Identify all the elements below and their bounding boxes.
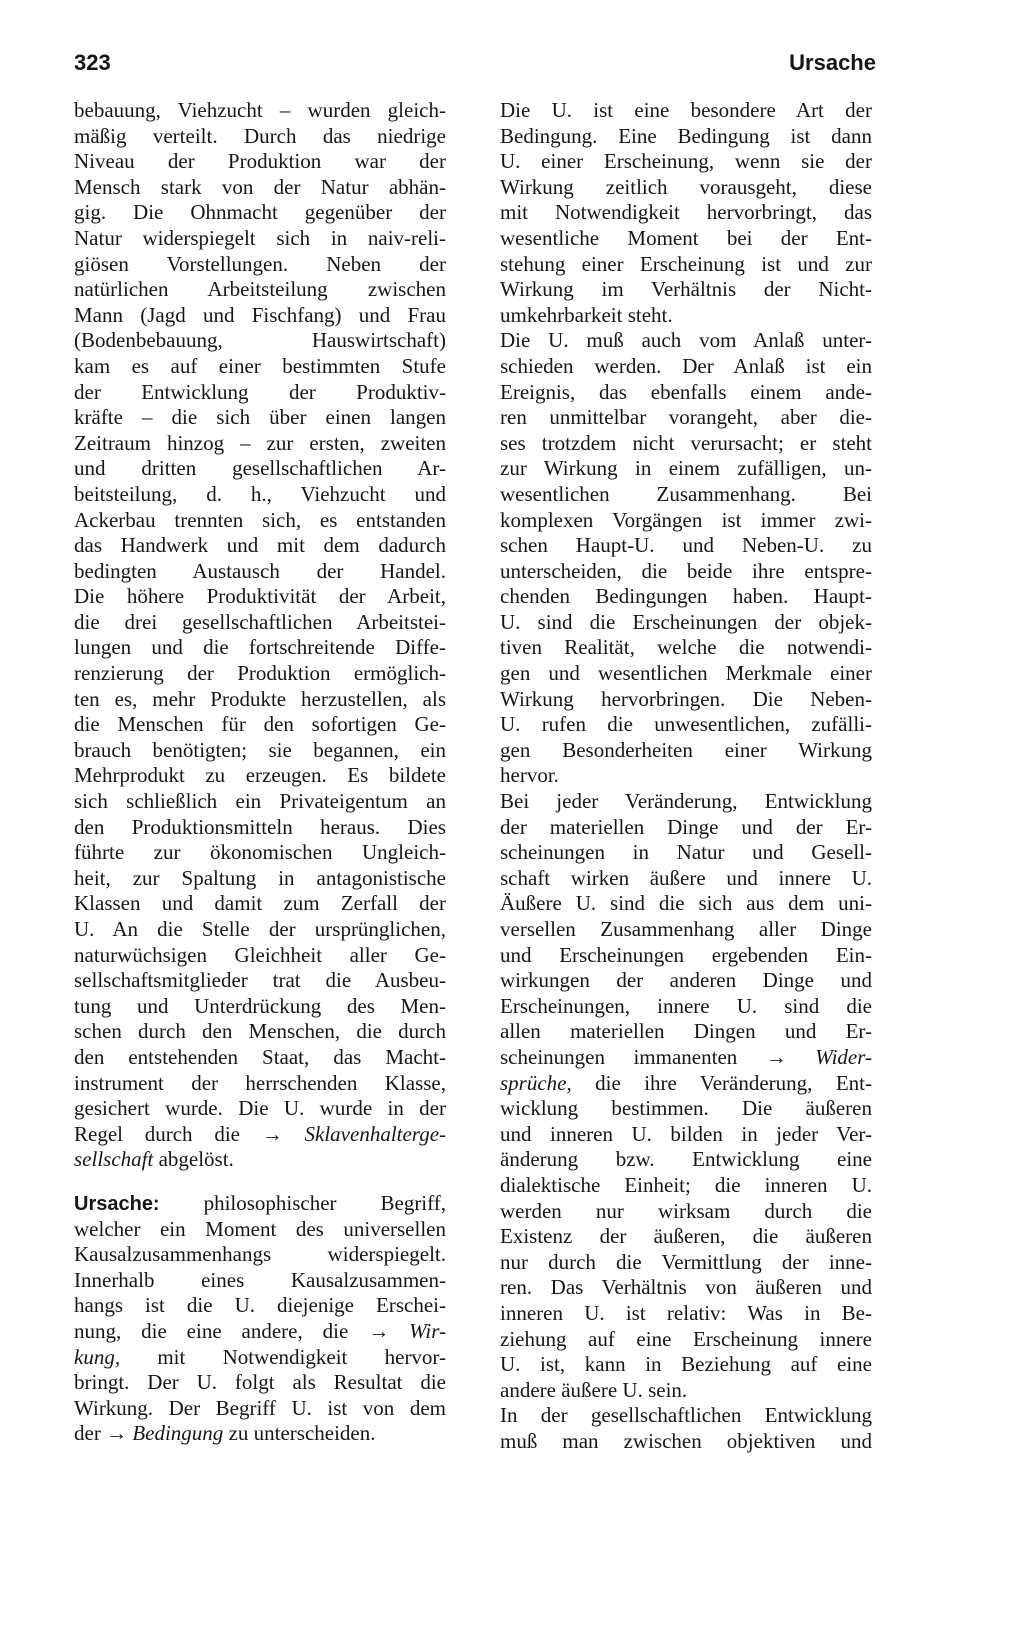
text-line: gen und wesentlichen Merkmale einer (500, 661, 872, 686)
text-run: nung, die eine andere, die (74, 1318, 349, 1343)
text-line: unterscheiden, die beide ihre entspre- (500, 558, 872, 583)
cross-reference-link[interactable]: Wir- (409, 1318, 446, 1343)
text-line: Wirkung. Der Begriff U. ist von dem (74, 1395, 446, 1420)
text-line: scheinungen in Natur und Gesell- (500, 840, 872, 865)
running-head: Ursache (789, 50, 876, 75)
text-line: werden nur wirksam durch die (500, 1198, 872, 1223)
text-line: komplexen Vorgängen ist immer zwi- (500, 507, 872, 532)
cross-reference-link[interactable]: Bedingung (132, 1421, 224, 1446)
text-line: inneren U. ist relativ: Was in Be- (500, 1300, 872, 1325)
text-line: Mensch stark von der Natur abhän- (74, 174, 446, 199)
text-line: tiven Realität, welche die notwendi- (500, 635, 872, 660)
text-line: kam es auf einer bestimmten Stufe (74, 353, 446, 378)
text-run: mit Notwendigkeit hervor- (157, 1344, 447, 1369)
text-line: schaft wirken äußere und innere U. (500, 865, 872, 890)
text-run: scheinungen immanenten (500, 1044, 738, 1069)
cross-reference-link[interactable]: kung, (74, 1344, 121, 1369)
text-run: abgelöst. (158, 1147, 234, 1172)
text-line: und inneren U. bilden in jeder Ver- (500, 1121, 872, 1146)
text-line: chenden Bedingungen haben. Haupt- (500, 584, 872, 609)
text-line: Niveau der Produktion war der (74, 149, 446, 174)
text-line: Wirkung zeitlich vorausgeht, diese (500, 174, 872, 199)
text-line: gen Besonderheiten einer Wirkung (500, 737, 872, 762)
text-line (500, 1071, 872, 1097)
text-line: wirkungen der anderen Dinge und (500, 968, 872, 993)
text-line: das Handwerk und mit dem dadurch (74, 533, 446, 558)
right-column (500, 98, 872, 1454)
text-line: welcher ein Moment des universellen (74, 1216, 446, 1241)
text-line (74, 1147, 446, 1173)
text-line: Ackerbau trennten sich, es entstanden (74, 507, 446, 532)
text-line: der materiellen Dinge und der Er- (500, 814, 872, 839)
cross-reference-arrow-icon: → (106, 1421, 128, 1446)
text-line: In der gesellschaftlichen Entwicklung (500, 1403, 872, 1428)
left-column (74, 98, 446, 1447)
text-line: brauch benötigten; sie begannen, ein (74, 737, 446, 762)
text-line: änderung bzw. Entwicklung eine (500, 1147, 872, 1172)
text-line (74, 1345, 446, 1371)
text-line: schen durch den Menschen, die durch (74, 1019, 446, 1044)
text-line (500, 1045, 872, 1071)
text-line: versellen Zusammenhang aller Dinge (500, 917, 872, 941)
text-line: gesichert wurde. Die U. wurde in der (74, 1096, 446, 1121)
text-line: Wirkung im Verhältnis der Nicht- (500, 277, 872, 302)
cross-reference-link[interactable]: sellschaft (74, 1147, 154, 1172)
text-line: U. einer Erscheinung, wenn sie der (500, 149, 872, 174)
text-line: Äußere U. sind die sich aus dem uni- (500, 891, 872, 916)
text-line: Die U. ist eine besondere Art der (500, 98, 872, 122)
text-line: ten es, mehr Produkte herzustellen, als (74, 686, 446, 711)
text-line: mäßig verteilt. Durch das niedrige (74, 123, 446, 148)
text-line: hangs ist die U. diejenige Erschei- (74, 1293, 446, 1318)
text-line: dialektische Einheit; die inneren U. (500, 1172, 872, 1197)
text-line: schieden werden. Der Anlaß ist ein (500, 353, 872, 378)
text-line: Klassen und damit zum Zerfall der (74, 891, 446, 916)
text-line: U. rufen die unwesentlichen, zufälli- (500, 712, 872, 737)
text-run: der (74, 1421, 101, 1446)
text-line: tung und Unterdrückung des Men- (74, 993, 446, 1018)
text-line: wesentlichen Zusammenhang. Bei (500, 481, 872, 506)
text-line: nur durch die Vermittlung der inne- (500, 1249, 872, 1274)
text-line: Zeitraum hinzog – zur ersten, zweiten (74, 430, 446, 455)
text-line: mit Notwendigkeit hervorbringt, das (500, 200, 872, 225)
text-line: ses trotzdem nicht verursacht; er steht (500, 430, 872, 455)
text-line: Bei jeder Veränderung, Entwicklung (500, 789, 872, 814)
entry-headword: Ursache: (74, 1192, 160, 1215)
text-line: hervor. (500, 763, 559, 788)
text-line: lungen und die fortschreitende Diffe- (74, 635, 446, 660)
cross-reference-arrow-icon: → (261, 1121, 283, 1146)
page-header (74, 50, 876, 82)
text-line: zur Wirkung in einem zufälligen, un- (500, 456, 872, 481)
page-number: 323 (74, 50, 111, 75)
text-line: U. ist, kann in Beziehung auf eine (500, 1352, 872, 1377)
text-line (74, 1319, 446, 1345)
text-line (74, 1122, 446, 1148)
text-line: bringt. Der U. folgt als Resultat die (74, 1370, 446, 1395)
text-line: sich schließlich ein Privateigentum an (74, 789, 446, 814)
text-line: ren unmittelbar vorangeht, aber die- (500, 405, 872, 430)
text-line: und dritten gesellschaftlichen Ar- (74, 456, 446, 481)
text-line: bedingten Austausch der Handel. (74, 558, 446, 583)
text-line: Erscheinungen, innere U. sind die (500, 993, 872, 1018)
text-run: zu unterscheiden. (228, 1421, 376, 1446)
text-line: Kausalzusammenhangs widerspiegelt. (74, 1242, 446, 1267)
text-line: ziehung auf eine Erscheinung innere (500, 1326, 872, 1351)
text-line (74, 1421, 446, 1447)
cross-reference-arrow-icon: → (368, 1318, 390, 1343)
text-line: gig. Die Ohnmacht gegenüber der (74, 200, 446, 225)
text-line: andere äußere U. sein. (500, 1377, 688, 1402)
text-line: muß man zwischen objektiven und (500, 1428, 872, 1453)
text-line: natürlichen Arbeitsteilung zwischen (74, 277, 446, 302)
text-line: wesentliche Moment bei der Ent- (500, 225, 872, 250)
text-line: allen materiellen Dingen und Er- (500, 1019, 872, 1044)
text-line: den entstehenden Staat, das Macht- (74, 1044, 446, 1069)
text-line: Wirkung hervorbringen. Die Neben- (500, 686, 872, 711)
text-line: renzierung der Produktion ermöglich- (74, 661, 446, 686)
cross-reference-link[interactable]: Sklavenhalterge- (304, 1121, 447, 1146)
text-line: kräfte – die sich über einen langen (74, 405, 446, 430)
text-line: Existenz der äußeren, die äußeren (500, 1224, 872, 1249)
text-line: beitsteilung, d. h., Viehzucht und (74, 481, 446, 506)
cross-reference-link[interactable]: sprüche, (500, 1070, 572, 1095)
text-line: Innerhalb eines Kausalzusammen- (74, 1267, 446, 1292)
text-line: die Menschen für den sofortigen Ge- (74, 712, 446, 737)
text-line: Die höhere Produktivität der Arbeit, (74, 584, 446, 609)
text-line: Ereignis, das ebenfalls einem ande- (500, 379, 872, 404)
text-line: naturwüchsigen Gleichheit aller Ge- (74, 942, 446, 967)
text-line: U. sind die Erscheinungen der objek- (500, 609, 872, 634)
text-line: sellschaftsmitglieder trat die Ausbeu- (74, 968, 446, 993)
text-run: philosophischer Begriff, (203, 1190, 447, 1215)
text-line: Mehrprodukt zu erzeugen. Es bildete (74, 763, 446, 788)
paragraph-gap (74, 1173, 446, 1191)
text-line: der Entwicklung der Produktiv- (74, 379, 446, 404)
text-line: Mann (Jagd und Fischfang) und Frau (74, 302, 446, 327)
cross-reference-link[interactable]: Wider- (815, 1044, 873, 1069)
text-line: schen Haupt-U. und Neben-U. zu (500, 533, 872, 558)
text-line: instrument der herrschenden Klasse, (74, 1070, 446, 1095)
text-line: umkehrbarkeit steht. (500, 302, 673, 327)
text-line: heit, zur Spaltung in antagonistische (74, 865, 446, 890)
text-run: Regel durch die (74, 1121, 240, 1146)
text-line: Die U. muß auch vom Anlaß unter- (500, 328, 872, 353)
text-line: wicklung bestimmen. Die äußeren (500, 1096, 872, 1121)
text-line: giösen Vorstellungen. Neben der (74, 251, 446, 276)
text-line: bebauung, Viehzucht – wurden gleich- (74, 98, 446, 122)
cross-reference-arrow-icon: → (765, 1044, 787, 1069)
text-line: die drei gesellschaftlichen Arbeitstei- (74, 609, 446, 634)
text-line: U. An die Stelle der ursprünglichen, (74, 917, 446, 941)
text-line: ren. Das Verhältnis von äußeren und (500, 1275, 872, 1300)
text-line: und Erscheinungen ergebenden Ein- (500, 942, 872, 967)
text-line (74, 1191, 446, 1217)
text-line: Natur widerspiegelt sich in naiv-reli- (74, 225, 446, 250)
text-run: die ihre Veränderung, Ent- (595, 1070, 872, 1095)
text-line: den Produktionsmitteln heraus. Dies (74, 814, 446, 839)
text-line: (Bodenbebauung, Hauswirtschaft) (74, 328, 446, 353)
text-line: Bedingung. Eine Bedingung ist dann (500, 123, 872, 148)
text-line: stehung einer Erscheinung ist und zur (500, 251, 872, 276)
text-line: führte zur ökonomischen Ungleich- (74, 840, 446, 865)
